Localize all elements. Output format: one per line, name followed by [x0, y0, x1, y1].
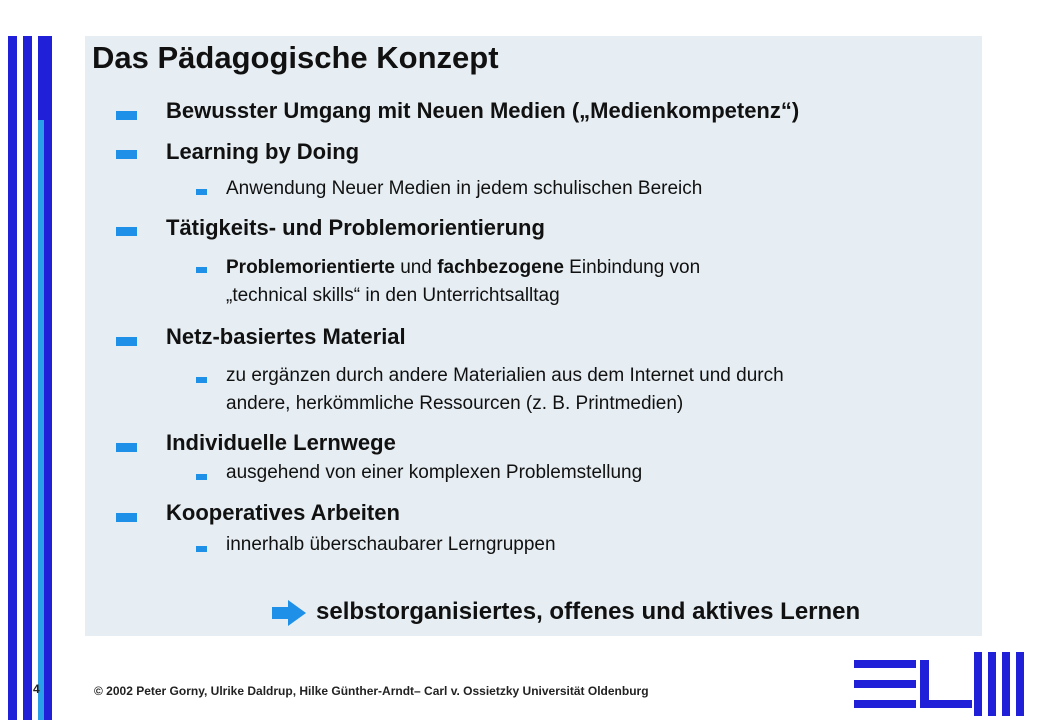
- sub-item-text: andere, herkömmliche Ressourcen (z. B. Printmedien): [226, 393, 684, 414]
- bullet-icon: [116, 443, 137, 452]
- bullet-icon: [116, 227, 137, 236]
- sub-item-bold: fachbezogene: [437, 257, 564, 278]
- sub-item-bold: Problemorientierte: [226, 257, 395, 278]
- sub-item-fragment: und: [394, 257, 438, 278]
- sub-bullet-icon: [196, 377, 207, 383]
- page-title: Das Pädagogische Konzept: [92, 40, 499, 75]
- sub-bullet-icon: [196, 546, 207, 552]
- list-item-label: Individuelle Lernwege: [166, 430, 396, 455]
- left-stripe-2: [23, 36, 32, 720]
- list-item-label: Kooperatives Arbeiten: [166, 500, 400, 525]
- list-item-label: Tätigkeits- und Problemorientierung: [166, 215, 545, 240]
- footer-copyright: © 2002 Peter Gorny, Ulrike Daldrup, Hilke Günther-Arndt– Carl v. Ossietzky Universität Oldenburg: [94, 684, 649, 698]
- page-number: 4: [33, 682, 40, 696]
- arrow-right-icon: [272, 600, 306, 626]
- sub-item-fragment: Einbindung von: [563, 257, 701, 278]
- sub-item-text: [226, 255, 700, 281]
- bullet-icon: [116, 150, 137, 159]
- sub-bullet-icon: [196, 267, 207, 273]
- bullet-icon: [116, 337, 137, 346]
- sub-item-text: „technical skills“ in den Unterrichtsalltag: [226, 285, 560, 306]
- sub-item-text: zu ergänzen durch andere Materialien aus dem Internet und durch: [226, 365, 784, 386]
- sub-item-text: ausgehend von einer komplexen Problemstellung: [226, 462, 643, 483]
- elm-logo-icon: [852, 650, 1030, 716]
- conclusion-text: selbstorganisiertes, offenes und aktives Lernen: [316, 598, 861, 625]
- left-stripe-1: [8, 36, 17, 720]
- list-item-label: Netz-basiertes Material: [166, 324, 406, 349]
- sub-item-text: innerhalb überschaubarer Lerngruppen: [226, 534, 556, 555]
- list-item-label: Bewusster Umgang mit Neuen Medien („Medienkompetenz“): [166, 98, 800, 123]
- sub-bullet-icon: [196, 189, 207, 195]
- sub-item-text: Anwendung Neuer Medien in jedem schulischen Bereich: [226, 178, 703, 199]
- bullet-icon: [116, 513, 137, 522]
- left-stripe-4: [38, 120, 44, 720]
- sub-bullet-icon: [196, 474, 207, 480]
- list-item-label: Learning by Doing: [166, 139, 360, 164]
- bullet-icon: [116, 111, 137, 120]
